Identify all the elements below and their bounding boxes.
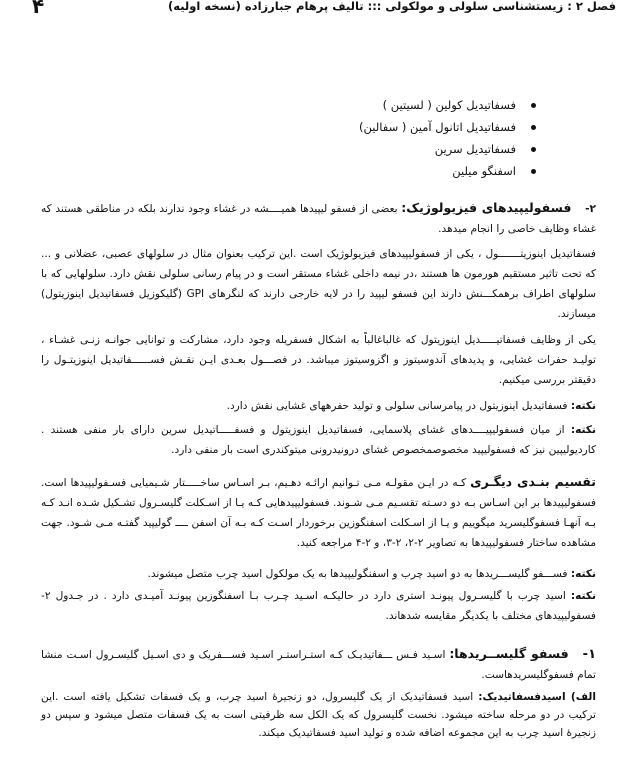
list-item: فسفاتیدیل کولین ( لسیتین ) (296, 94, 536, 116)
note (41, 420, 596, 460)
note (41, 396, 596, 416)
paragraph-inositol: فسفاتیدیل اینوزیتـــــــول ، یکی از فسفولیپیدهای فیزیولوژیک است .این ترکیب بعنوان مثال در سلولهای عصبی، عضلانی و ... که تحت تاثیر مستقیم هورمون ها هستند ،در نیمه داخلی غشاء مستقر است و در پیام رسانی سلولی نقش دارد. سلولهایی که با سلولهای اطراف برهمکـــنش دارند این فسفو لیپید را در لایه خارجی دارند که لنگرهای GPI (گلیکوزیل فسفاتیدیل اینوزیتول) میسازند. (41, 248, 596, 320)
bullet-dot (531, 103, 536, 108)
classification-heading: تقسیم بنـدی دیگـری (470, 474, 596, 489)
classification-text: کـه در ایـن مقولـه مـی تـوانیم ارائـه دهـیم، بـر اسـاس ساخـــــتار شـیمیایی فسـفولیپیدها است. فسفولیپیدها بر این اسـاس بـه دو دسـته تقسـیم مـی شـوند. فسفولیپیدهایی کـه یـا از اسـکلت گلیسـرول تشـکیل شـده انـد کـه بـه آنهـا فسفوگلیسرید میگوییم و یـا از اسـکلت اسفنگوزین برخوردار اسـت کـه بـه آن اسفن ــــ گولیپید گفتـه مـی شـود. جهت مشاهده ساختار فسفولیپیدها به تصاویر ۲-۲، ۲-۳، و ۲-۴ مراجعه کنید. (41, 477, 596, 549)
note-label: نکته: (570, 424, 596, 436)
section-phosphoglycerides (41, 644, 596, 685)
section-heading: فسفولیپیدهای فیزیولوژیک: (401, 200, 572, 215)
note-label: نکته: (570, 590, 596, 602)
note-text: از میان فسفولیپیــــدهای غشای پلاسمایی، فسفاتیدیل اینوزیتول و فسفـــــاتیدیل سرین دارای بار منفی هستند . کاردیولیپین نیز که فسفولیپید مخصوصمخصوص غشای درونیدرونی میتوکندری است بار منفی دارد. (41, 424, 596, 456)
page-number: ۴ (32, 0, 45, 18)
note-text: فســـفو گلیســـریدها به دو اسید چرب و اسفنگولیپیدها به یک مولکول اسید چرب متصل میشوند. (147, 568, 568, 580)
note-label: نکته: (570, 400, 596, 412)
bullet-dot (531, 169, 536, 174)
section-physiological (41, 198, 596, 239)
note (41, 564, 596, 584)
list-item: اسفنگو میلین (296, 160, 536, 182)
bullet-dot (531, 125, 536, 130)
header-title: فصل ۲ : زیستشناسی سلولی و مولکولی ::: تالیف پرهام جبارزاده (نسخه اولیه) (168, 0, 616, 13)
note-text: فسفاتیدیل اینوزیتول در پیامرسانی سلولی و تولید حفرههای غشایی نقش دارد. (226, 400, 568, 412)
paragraph-functions: یکی از وظایف فسفاتیـــــدیل اینوزیتول که غالباغالباً به اشکال فسفریله وجود دارد، مشارکت و توانایی جوانـه زنـی غشـاء ، تولیـد حفرات غشایی، و پدیدهای آندوسیتوز و اگزوسیتوز میباشد. در فصـــول بعـدی ایـن نقـش فســــــفاتیدیل اینوزیتـول را دقیقتر بررسی میکنیم. (41, 334, 596, 386)
subsection-text: اسید فسفاتیدیک از یک گلیسرول، دو زنجیرۀ اسید چرب، و یک فسفات تشکیل یافته است .این ترکیب در دو مرحله ساخته میشود. نخست گلیسرول که یک الکل سه ظرفیتی است به یک فسفات متصل میشود و سپس دو زنجیرۀ اسید چرب به این مجموعه اضافه شده و تولید اسید فسفاتیدیک میکند. (41, 691, 596, 739)
section-heading: فسفو گلیســریدها: (449, 646, 569, 661)
subsection-heading: الف) اسیدفسفاتیدیک: (478, 691, 596, 703)
section-text: اسـید فـس ـــفاتیدیـک کـه استـراستـر اسـید فســـفریک و دی اسـیل گلیسـرول اسـت منشا تمام فسفوگلیسریدهاست. (41, 649, 596, 681)
section-number: ۲- (585, 203, 596, 215)
note-text: اسید چرب با گلیسـرول پیونـد استری دارد در حالیکـه اسـید چـرب بـا اسفنگوزین پیونـد آمیـدی دارد . در جـدول ۲- فسفولیپیدهای مختلف با یکدیگر مقایسه شدهاند. (41, 590, 596, 622)
list-item: فسفاتیدیل سرین (296, 138, 536, 160)
paragraph-phosphatidic-acid (41, 688, 596, 742)
bullet-dot (531, 147, 536, 152)
page-header (60, 0, 616, 14)
note-label: نکته: (570, 568, 596, 580)
note (41, 586, 596, 626)
bullet-list (296, 94, 536, 182)
list-item: فسفاتیدیل اتانول آمین ( سفالین) (296, 116, 536, 138)
paragraph-classification (41, 472, 596, 553)
section-text: بعضی از فسفو لیپیدها همیــــشه در غشاء وجود ندارند بلکه در مناطقی هستند که غشاء وظایف خاصی را انجام میدهد. (41, 203, 596, 235)
section-number: ۱- (582, 647, 596, 662)
